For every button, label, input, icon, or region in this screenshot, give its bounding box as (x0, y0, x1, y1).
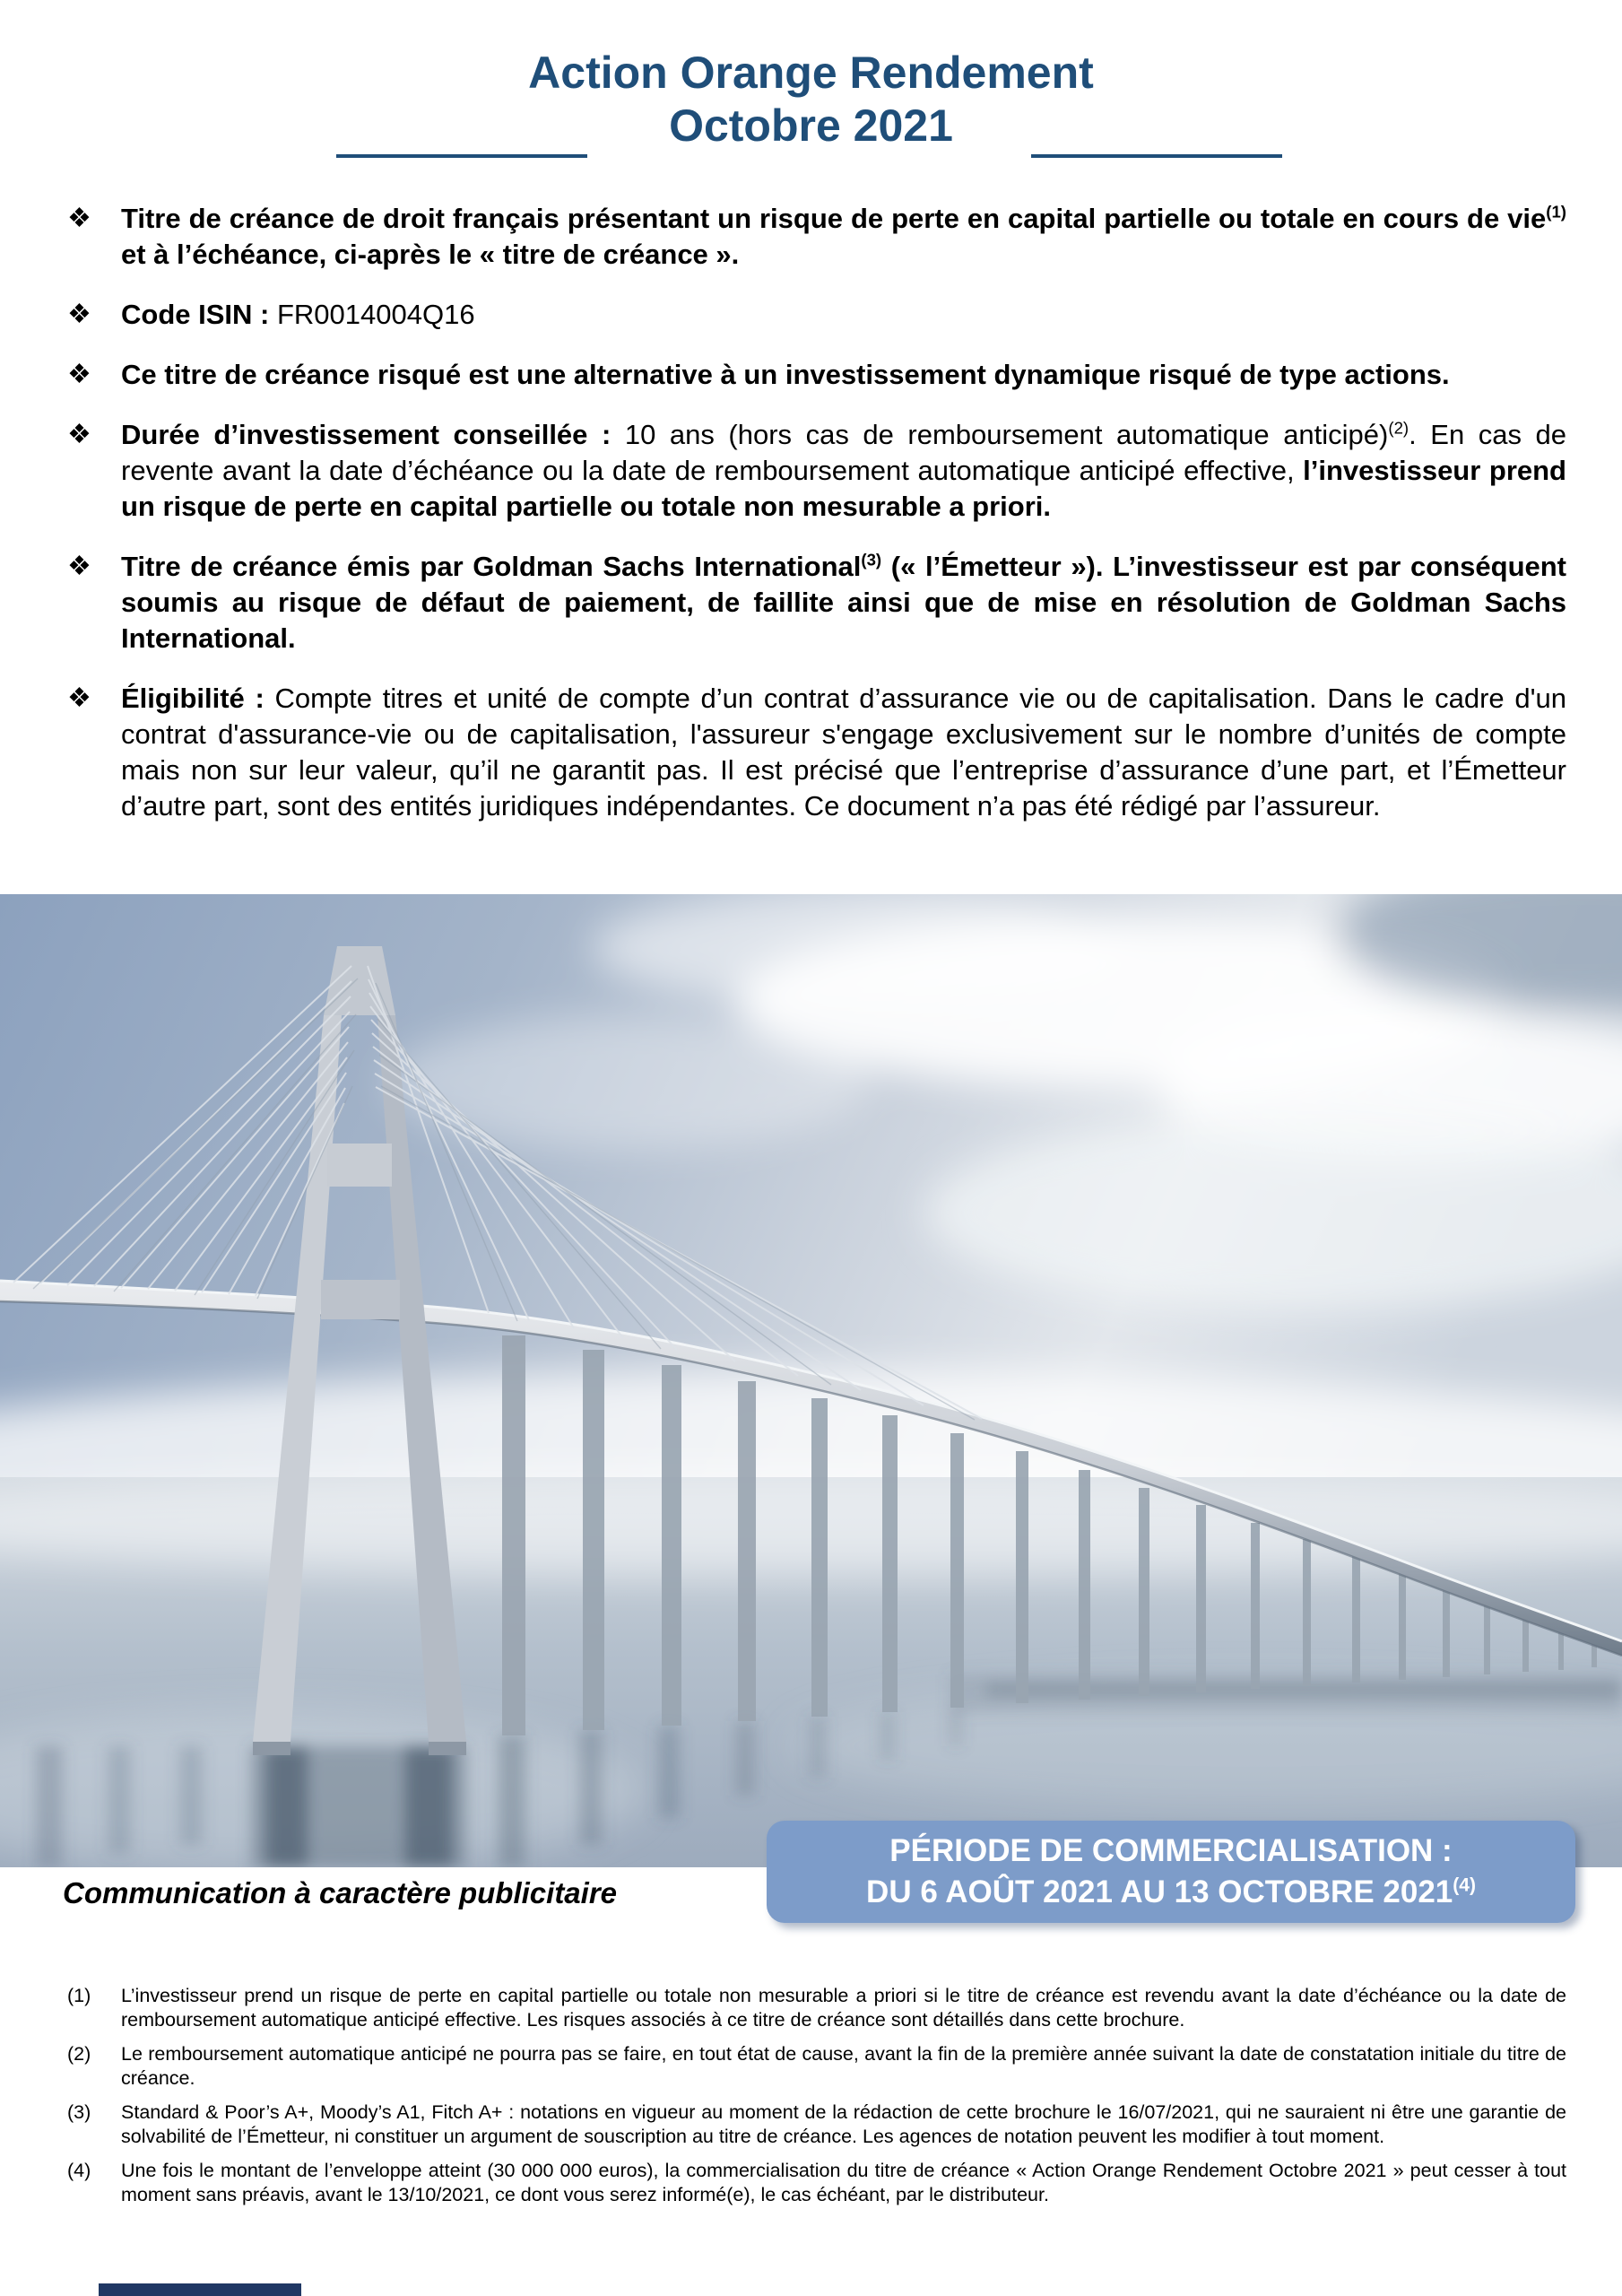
banner-line-2 (866, 1872, 1476, 1913)
key-point-text (121, 297, 1566, 333)
text-segment: 10 ans (hors cas de remboursement automatique anticipé) (624, 419, 1389, 450)
footnote-item (67, 1984, 1566, 2032)
key-point-text (121, 357, 1566, 393)
footnote-text: Standard & Poor’s A+, Moody’s A1, Fitch A+ : notations en vigueur au moment de la rédaction de cette brochure le 16/07/2021, qui ne sauraient ni être une garantie de solvabilité de l’Émetteur, ni constituer un argument de souscription au titre de créance. Les agences de notation peuvent les modifier à tout moment. (121, 2101, 1566, 2147)
footnote-text: Une fois le montant de l’enveloppe atteint (30 000 000 euros), la commercialisation du titre de créance « Action Orange Rendement Octobre 2021 » peut cesser à tout moment sans préavis, avant le 13/10/2021, ce dont vous serez informé(e), le cas échéant, par le distributeur. (121, 2160, 1566, 2205)
text-segment: (3) (861, 550, 882, 570)
text-segment: Durée d’investissement conseillée : (121, 419, 625, 450)
banner-footnote-ref: (4) (1453, 1874, 1476, 1896)
key-points-list (67, 201, 1566, 848)
diamond-bullet-icon: ❖ (67, 683, 91, 713)
bridge-photo-illustration (0, 894, 1622, 1867)
text-segment: Compte titres et unité de compte d’un contrat d’assurance vie ou de capitalisation. Dans le cadre d'un contrat d'assurance-vie ou de capitalisation, l'assureur s'engage exclusivement sur le nombre d’unités de compte mais non sur leur valeur, qu’il ne garantit pas. Il est précisé que l’entreprise d’assurance d’une part, et l’Émetteur d’autre part, sont des entités juridiques indépendantes. Ce document n’a pas été rédigé par l’assureur. (121, 683, 1566, 822)
text-segment: Éligibilité : (121, 683, 275, 714)
bridge-photo (0, 894, 1622, 1867)
diamond-bullet-icon: ❖ (67, 420, 91, 449)
diamond-bullet-icon: ❖ (67, 552, 91, 581)
text-segment: FR0014004Q16 (276, 299, 475, 330)
key-point-item (67, 357, 1566, 393)
key-point-text (121, 681, 1566, 824)
footnotes (67, 1984, 1566, 2217)
footnote-number: (4) (67, 2160, 91, 2181)
key-point-item (67, 549, 1566, 657)
banner-line-1: PÉRIODE DE COMMERCIALISATION : (889, 1833, 1453, 1868)
key-point-text (121, 549, 1566, 657)
footnote-item (67, 2159, 1566, 2207)
text-segment: (2) (1388, 418, 1409, 438)
page-title: Action Orange Rendement (528, 48, 1094, 98)
footnote-item (67, 2042, 1566, 2091)
page-subtitle: Octobre 2021 (669, 100, 953, 151)
key-point-text (121, 201, 1566, 273)
text-segment: (1) (1546, 202, 1566, 222)
commercialisation-banner (767, 1821, 1575, 1923)
banner-line-2-text: DU 6 AOÛT 2021 AU 13 OCTOBRE 2021 (866, 1874, 1453, 1909)
text-segment: Code ISIN : (121, 299, 277, 330)
title-block (0, 47, 1622, 152)
footnote-number: (3) (67, 2101, 91, 2123)
text-segment: l’investisseur prend un risque de perte en capital partielle ou totale non mesurable a priori. (121, 455, 1566, 522)
text-segment: (« l’Émetteur »). L’investisseur est par conséquent soumis au risque de défaut de paiement, de faillite ainsi que de mise en résolution de Goldman Sachs International. (121, 551, 1567, 654)
text-segment: . En cas de revente avant la date d’échéance ou la date de remboursement automatique anticipé effective, (121, 419, 1566, 486)
diamond-bullet-icon: ❖ (67, 204, 91, 233)
footnote-text: L’investisseur prend un risque de perte en capital partielle ou totale non mesurable a priori si le titre de créance est revendu avant la date d’échéance ou la date de remboursement automatique anticipé effective. Les risques associés à ce titre de créance sont détaillés dans cette brochure. (121, 1985, 1566, 2031)
footnote-number: (2) (67, 2043, 91, 2065)
title-rule-right (1031, 154, 1282, 158)
key-point-item (67, 417, 1566, 525)
key-point-item (67, 201, 1566, 273)
text-segment: Ce titre de créance risqué est une alternative à un investissement dynamique risqué de type actions. (121, 359, 1450, 390)
footer-bar (99, 2283, 301, 2296)
key-point-text (121, 417, 1566, 525)
title-rule-left (336, 154, 587, 158)
key-point-item (67, 297, 1566, 333)
advertising-notice: Communication à caractère publicitaire (63, 1876, 618, 1909)
diamond-bullet-icon: ❖ (67, 300, 91, 329)
text-segment: Titre de créance émis par Goldman Sachs International (121, 551, 862, 582)
footnote-item (67, 2100, 1566, 2149)
key-point-item (67, 681, 1566, 824)
footnote-number: (1) (67, 1985, 91, 2006)
text-segment: et à l’échéance, ci-après le « titre de créance ». (121, 239, 740, 270)
footnote-text: Le remboursement automatique anticipé ne pourra pas se faire, en tout état de cause, avant la fin de la première année suivant la date de constatation initiale du titre de créance. (121, 2043, 1566, 2089)
diamond-bullet-icon: ❖ (67, 360, 91, 389)
text-segment: Titre de créance de droit français présentant un risque de perte en capital partielle ou totale en cours de vie (121, 203, 1547, 234)
